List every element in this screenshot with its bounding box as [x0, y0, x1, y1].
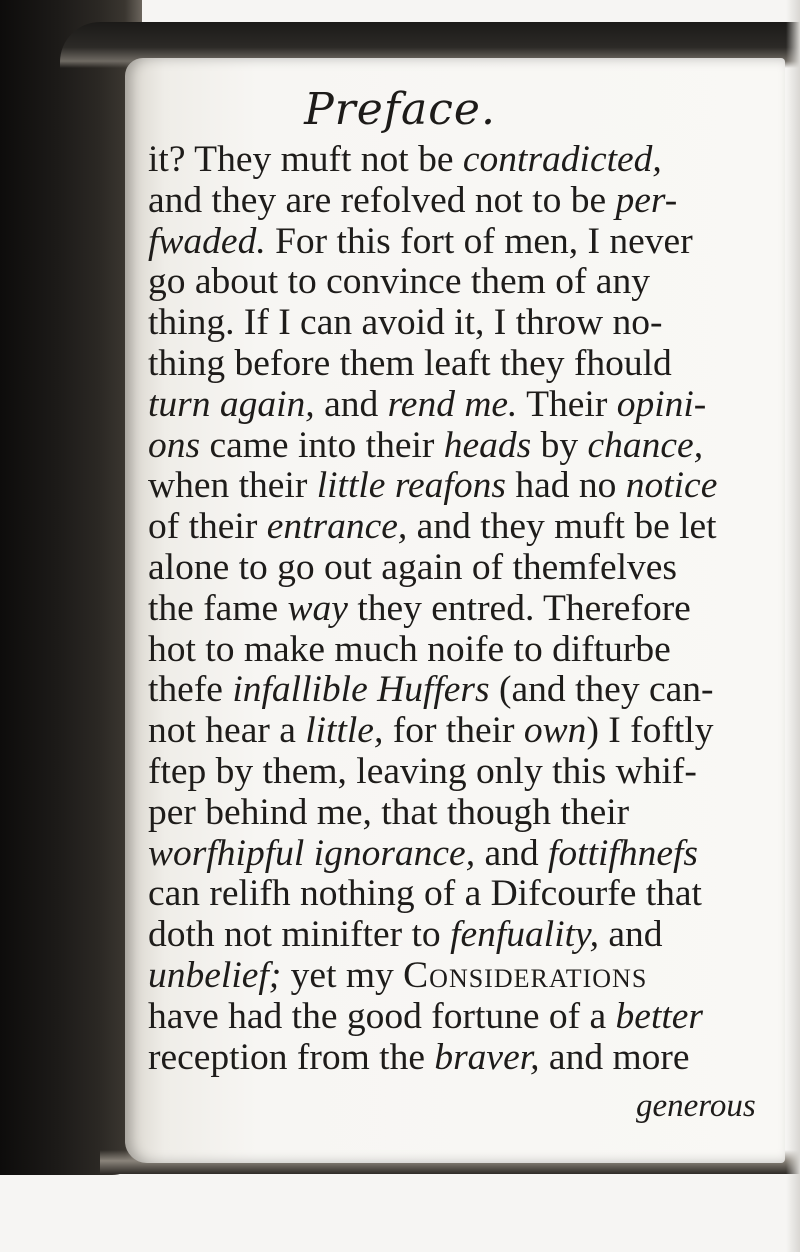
text-segment: by [531, 424, 588, 466]
text-segment: ) I foftly [586, 710, 714, 752]
text-line [148, 834, 768, 875]
text-segment: ons [148, 424, 201, 466]
text-segment: had no [505, 465, 626, 507]
page-edge-right [786, 0, 800, 1252]
text-segment: infallible Huffers [232, 669, 490, 711]
text-line [148, 507, 768, 548]
text-line [148, 956, 768, 997]
text-segment: turn again, [148, 383, 315, 425]
text-segment: (and they can- [489, 669, 714, 711]
text-segment: and [599, 914, 663, 956]
text-line [148, 140, 768, 181]
text-segment: fenfuality, [450, 914, 600, 956]
text-line [148, 752, 768, 793]
text-segment: can relifh nothing of a Difcourfe that [148, 873, 702, 915]
text-line [148, 181, 768, 222]
text-segment: for their [383, 710, 524, 752]
text-line [148, 589, 768, 630]
text-segment: little reafons [316, 465, 506, 507]
text-line [148, 630, 768, 671]
text-segment: not hear a [148, 710, 306, 752]
text-segment: and more [539, 1036, 690, 1078]
text-line [148, 303, 768, 344]
text-segment: thefe [148, 669, 233, 711]
text-segment: have had the good fortune of a [148, 995, 616, 1037]
text-line [148, 874, 768, 915]
text-segment: opini- [616, 383, 707, 425]
text-segment: worfhipful ignorance, [148, 832, 476, 874]
text-segment: when their [148, 465, 317, 507]
text-segment: For this fort of men, I never [265, 220, 693, 262]
text-segment: and they muft be let [407, 506, 717, 548]
text-segment: and [314, 383, 388, 425]
text-line [148, 385, 768, 426]
book-binding-left [0, 0, 142, 1175]
text-segment: doth not minifter to [148, 914, 451, 956]
text-segment: notice [625, 465, 718, 507]
text-segment: fottifhnefs [548, 832, 698, 874]
text-line [148, 1038, 768, 1079]
text-segment: per- [615, 179, 678, 221]
text-segment: per behind me, that though their [148, 791, 630, 833]
text-line [148, 466, 768, 507]
text-segment: of their [148, 506, 267, 548]
text-line [148, 793, 768, 834]
text-line [148, 222, 768, 263]
text-segment: and they are refolved not to be [148, 179, 616, 221]
text-segment: better [615, 995, 704, 1037]
text-segment: came into their [200, 424, 444, 466]
text-segment: hot to make much noife to difturbe [148, 628, 671, 670]
text-segment: unbelief; [148, 954, 282, 996]
body-text [148, 140, 768, 1078]
text-segment: thing. If I can avoid it, I throw no- [148, 302, 663, 344]
text-segment: own [523, 710, 587, 752]
text-line [148, 670, 768, 711]
text-line [148, 344, 768, 385]
text-segment: way [287, 587, 348, 629]
text-segment: it? They muft not be [148, 139, 463, 180]
text-segment: contradicted, [462, 139, 662, 180]
text-segment: Considerations [403, 954, 648, 996]
text-segment: the fame [148, 587, 288, 629]
text-segment: yet my [281, 954, 404, 996]
text-segment: fwaded. [148, 220, 266, 262]
text-line [148, 997, 768, 1038]
text-segment: rend me. [387, 383, 518, 425]
text-line [148, 711, 768, 752]
catchword: generous [636, 1088, 756, 1124]
text-segment: Their [517, 383, 617, 425]
text-segment: go about to convince them of any [148, 261, 650, 303]
text-segment: ftep by them, leaving only this whif- [148, 750, 697, 792]
text-segment: heads [443, 424, 532, 466]
text-segment: chance, [587, 424, 704, 466]
text-segment: they entred. Therefore [347, 587, 691, 629]
text-line [148, 548, 768, 589]
text-segment: entrance, [266, 506, 408, 548]
running-header: Preface. [304, 84, 496, 135]
text-segment: little, [305, 710, 384, 752]
text-segment: alone to go out again of themfelves [148, 546, 678, 588]
text-segment: and [475, 832, 548, 874]
text-line [148, 262, 768, 303]
text-line [148, 915, 768, 956]
text-segment: braver, [434, 1036, 540, 1078]
text-line [148, 426, 768, 467]
text-segment: reception from the [148, 1036, 435, 1078]
text-segment: thing before them leaft they fhould [148, 342, 672, 384]
